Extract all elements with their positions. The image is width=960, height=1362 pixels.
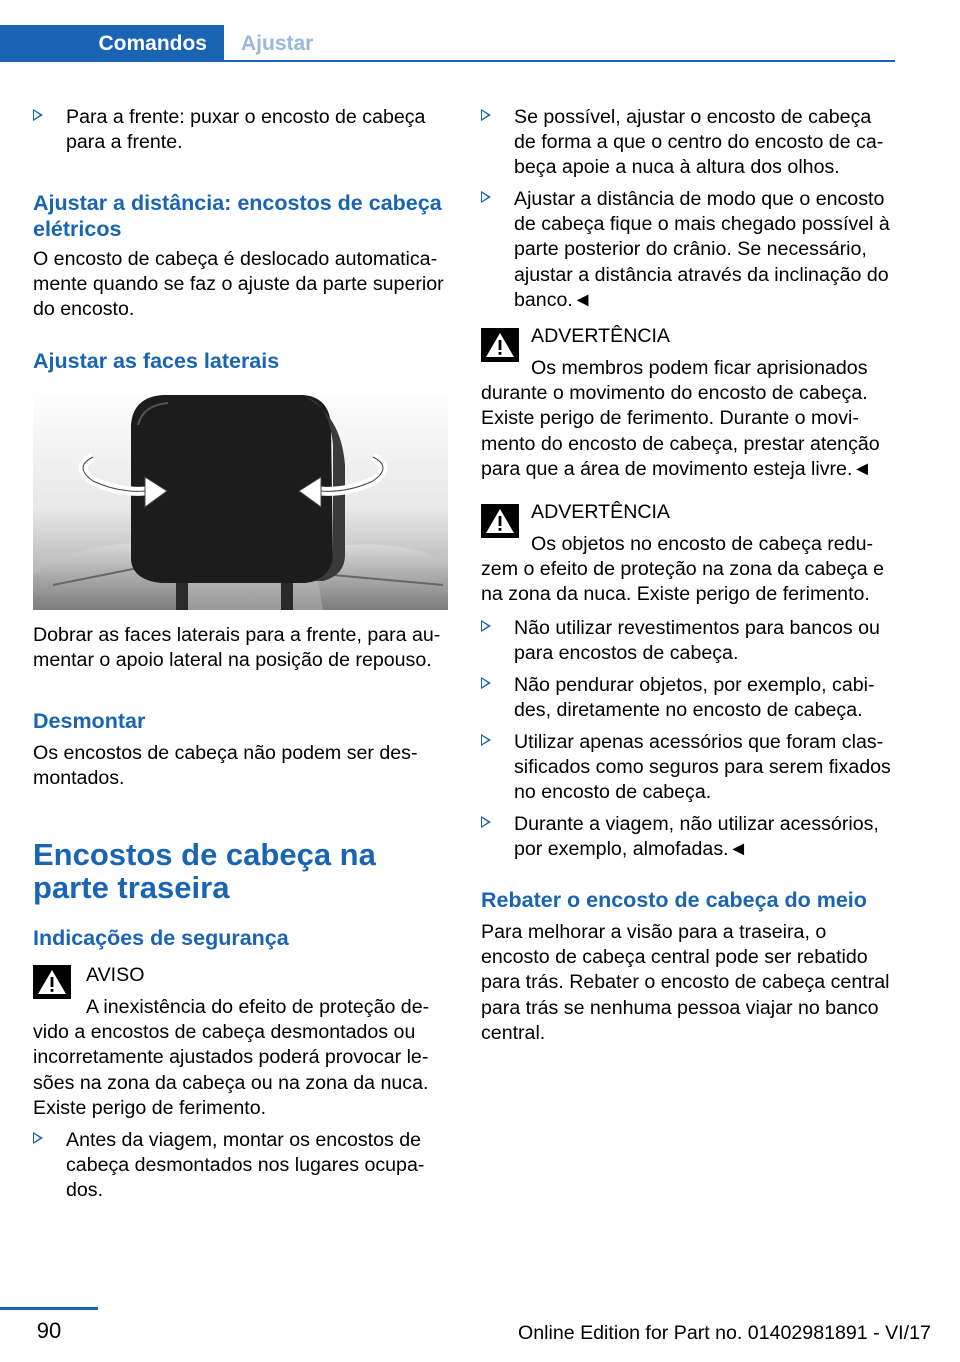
headrest-photo [33,385,448,610]
triangle-bullet-icon [481,734,491,746]
triangle-bullet-icon [481,109,491,121]
bullet-item: Para a frente: puxar o encosto de cabeça para a frente. [33,105,448,155]
tab-comandos[interactable]: Comandos [0,25,224,62]
triangle-bullet-icon [481,191,491,203]
warning-title: ADVERTÊNCIA [531,501,671,523]
triangle-bullet-icon [33,109,43,121]
triangle-bullet-icon [481,677,491,689]
warning-triangle-icon [33,965,71,999]
paragraph-distance: O encosto de cabeça é deslocado automatica-mente quando se faz o ajuste da parte superior do encosto. [33,248,444,321]
bullet-item: Se possível, ajustar o encosto de cabeça de forma a que o centro do encosto de ca-beça apoie a nuca à altura dos olhos. [481,105,897,181]
edition-footer: Online Edition for Part no. 01402981891 - VI/17 [518,1322,931,1344]
bullet-item: Utilizar apenas acessórios que foram clas-sificados como seguros para serem fixados no encosto de cabeça. [481,730,897,806]
warning-title: AVISO [86,964,145,986]
page-number: 90 [36,1318,62,1343]
heading-safety: Indicações de segurança [33,926,289,950]
bullet-item: Durante a viagem, não utilizar acessórios, por exemplo, almofadas.◄ [481,812,897,862]
warning-title: ADVERTÊNCIA [531,325,671,347]
heading-sides: Ajustar as faces laterais [33,349,280,373]
paragraph-fold: Para melhorar a visão para a traseira, o encosto de cabeça central pode ser rebatido para trás. Rebater o encosto de cabeça central para trás se nenhuma pessoa viajar no banco central. [481,921,890,1044]
heading-remove: Desmontar [33,709,146,733]
paragraph-sides: Dobrar as faces laterais para a frente, para au-mentar o apoio lateral na posição de repouso. [33,624,441,672]
triangle-bullet-icon [481,620,491,632]
bullet-item: Não pendurar objetos, por exemplo, cabi-des, diretamente no encosto de cabeça. [481,673,897,723]
footer-rule [0,1307,98,1310]
heading-fold: Rebater o encosto de cabeça do meio [481,888,867,912]
warning-text: Os objetos no encosto de cabeça redu-zem o efeito de proteção na zona da cabeça e na zona da nuca. Existe perigo de ferimento. [481,533,885,606]
warning-text: Os membros podem ficar aprisionados durante o movimento do encosto de cabeça. Existe perigo de ferimento. Durante o movi-mento do encosto de cabeça, prestar atenção para que a área de movimento esteja livre.◄ [481,357,880,480]
paragraph-remove: Os encostos de cabeça não podem ser des-montados. [33,742,418,790]
header-rule [0,60,895,62]
section-title-rear: Encostos de cabeça na parte traseira [33,837,376,905]
page-header [0,0,960,64]
bullet-item: Antes da viagem, montar os encostos de cabeça desmontados nos lugares ocupa-dos. [33,1128,448,1204]
triangle-bullet-icon [481,816,491,828]
heading-distance: Ajustar a distância: encostos de cabeça elétricos [33,191,442,241]
bullet-item: Ajustar a distância de modo que o encosto de cabeça fique o mais chegado possível à parte posterior do crânio. Se necessário, ajustar a distância através da inclinação do banco.◄ [481,187,897,313]
bullet-item: Não utilizar revestimentos para bancos ou para encostos de cabeça. [481,616,897,666]
triangle-bullet-icon [33,1132,43,1144]
tab-ajustar[interactable]: Ajustar [241,32,314,55]
warning-text: A inexistência do efeito de proteção de-vido a encostos de cabeça desmontados ou incorretamente ajustados poderá provocar le-sões na zona da cabeça ou na zona da nuca. Existe perigo de ferimento. [33,996,430,1119]
